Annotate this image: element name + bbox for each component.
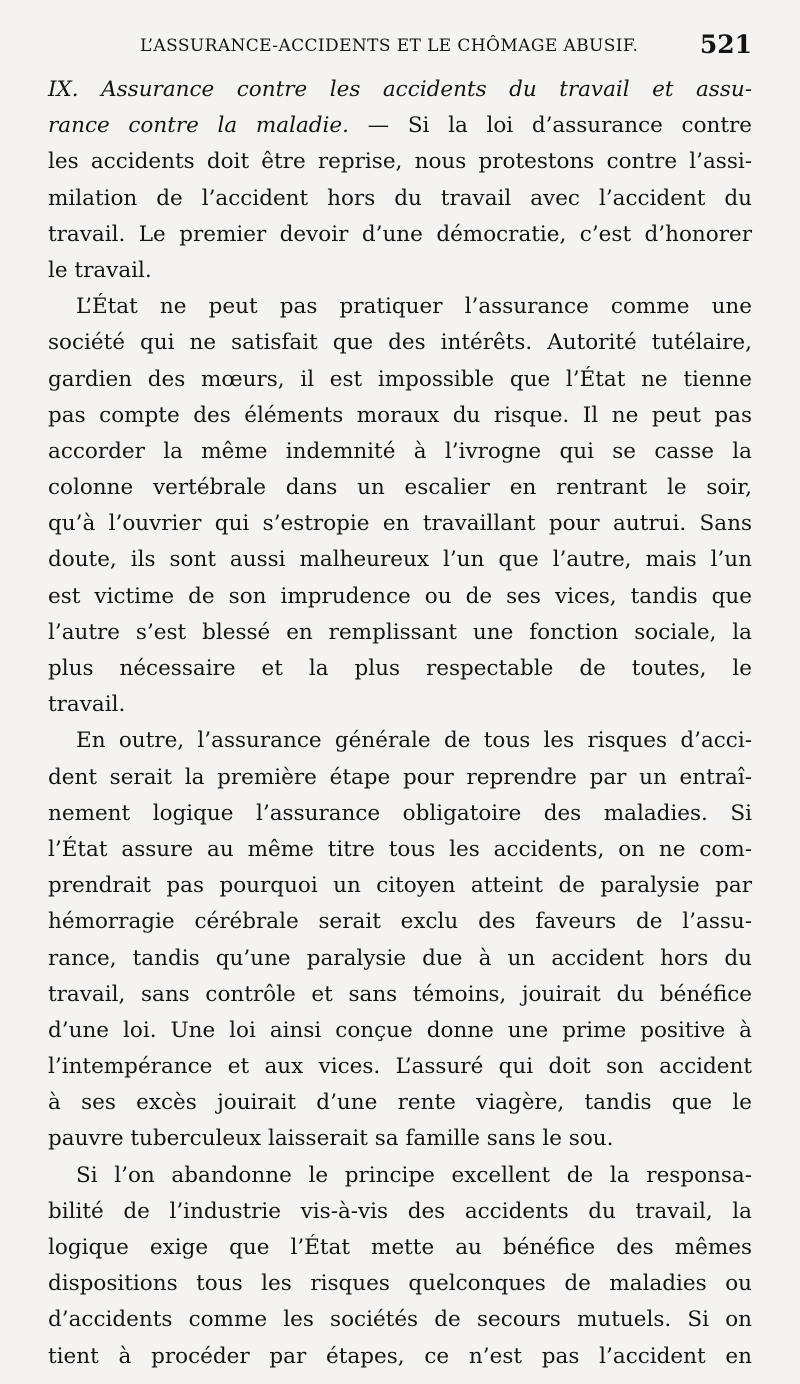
text-line: IX. Assurance contre les accidents du travail et assu- — [48, 77, 752, 102]
text-line: pas compte des éléments moraux du risque. Il ne peut pas — [48, 402, 752, 428]
text-line: rance, tandis qu’une paralysie due à un accident hors du — [48, 945, 752, 971]
text-line: accorder la même indemnité à l’ivrogne qui se casse la — [48, 438, 752, 464]
text-line: En outre, l’assurance générale de tous les risques d’acci- — [76, 728, 752, 754]
text-line: est victime de son imprudence ou de ses vices, tandis que — [48, 583, 752, 609]
text-line: nement logique l’assurance obligatoire des maladies. Si — [48, 800, 752, 826]
running-title: L’ASSURANCE-ACCIDENTS ET LE CHÔMAGE ABUSIF. — [140, 36, 639, 56]
text-line: prendrait pas pourquoi un citoyen atteint de paralysie par — [48, 873, 752, 899]
text-line: logique exige que l’État mette au bénéfice des mêmes — [48, 1235, 752, 1260]
text-line: milation de l’accident hors du travail avec l’accident du — [48, 185, 752, 211]
text-line: colonne vertébrale dans un escalier en rentrant le soir, — [48, 475, 752, 501]
text-line: le travail. — [48, 257, 152, 283]
text-line: rance contre la maladie. — Si la loi d’assurance contre — [48, 113, 752, 139]
text-line: bilité de l’industrie vis-à-vis des accidents du travail, la — [48, 1198, 752, 1224]
text-line: Si l’on abandonne le principe excellent de la responsa- — [76, 1162, 752, 1188]
body-text — [48, 72, 752, 1375]
text-line: l’État assure au même titre tous les accidents, on ne com- — [48, 836, 752, 862]
text-line: l’autre s’est blessé en remplissant une fonction sociale, la — [48, 619, 752, 645]
text-line: pauvre tuberculeux laisserait sa famille sans le sou. — [48, 1126, 614, 1152]
text-line: société qui ne satisfait que des intérêts. Autorité tutélaire, — [48, 330, 752, 356]
text-line: plus nécessaire et la plus respectable de toutes, le — [48, 656, 752, 681]
text-line: d’accidents comme les sociétés de secours mutuels. Si on — [48, 1307, 752, 1333]
text-line: travail. — [48, 692, 126, 718]
text-line: hémorragie cérébrale serait exclu des faveurs de l’assu- — [48, 909, 752, 935]
text-line: dent serait la première étape pour reprendre par un entraî- — [48, 764, 752, 790]
text-line: tient à procéder par étapes, ce n’est pas l’accident en — [48, 1343, 752, 1369]
text-line: dispositions tous les risques quelconques de maladies ou — [48, 1271, 752, 1297]
text-line: doute, ils sont aussi malheureux l’un que l’autre, mais l’un — [48, 547, 752, 573]
text-line: travail, sans contrôle et sans témoins, jouirait du bénéfice — [48, 981, 752, 1007]
text-line: gardien des mœurs, il est impossible que l’État ne tienne — [48, 366, 752, 392]
page-number: 521 — [699, 30, 752, 59]
text-line: L’État ne peut pas pratiquer l’assurance comme une — [76, 294, 752, 320]
running-head — [140, 30, 760, 60]
text-line: d’une loi. Une loi ainsi conçue donne une prime positive à — [48, 1017, 752, 1043]
text-line: qu’à l’ouvrier qui s’estropie en travaillant pour autrui. Sans — [48, 511, 752, 537]
text-line: les accidents doit être reprise, nous protestons contre l’assi- — [48, 149, 752, 175]
text-line: à ses excès jouirait d’une rente viagère, tandis que le — [48, 1090, 752, 1116]
text-line: l’intempérance et aux vices. L’assuré qui doit son accident — [48, 1054, 752, 1080]
text-line: travail. Le premier devoir d’une démocratie, c’est d’honorer — [48, 221, 752, 247]
